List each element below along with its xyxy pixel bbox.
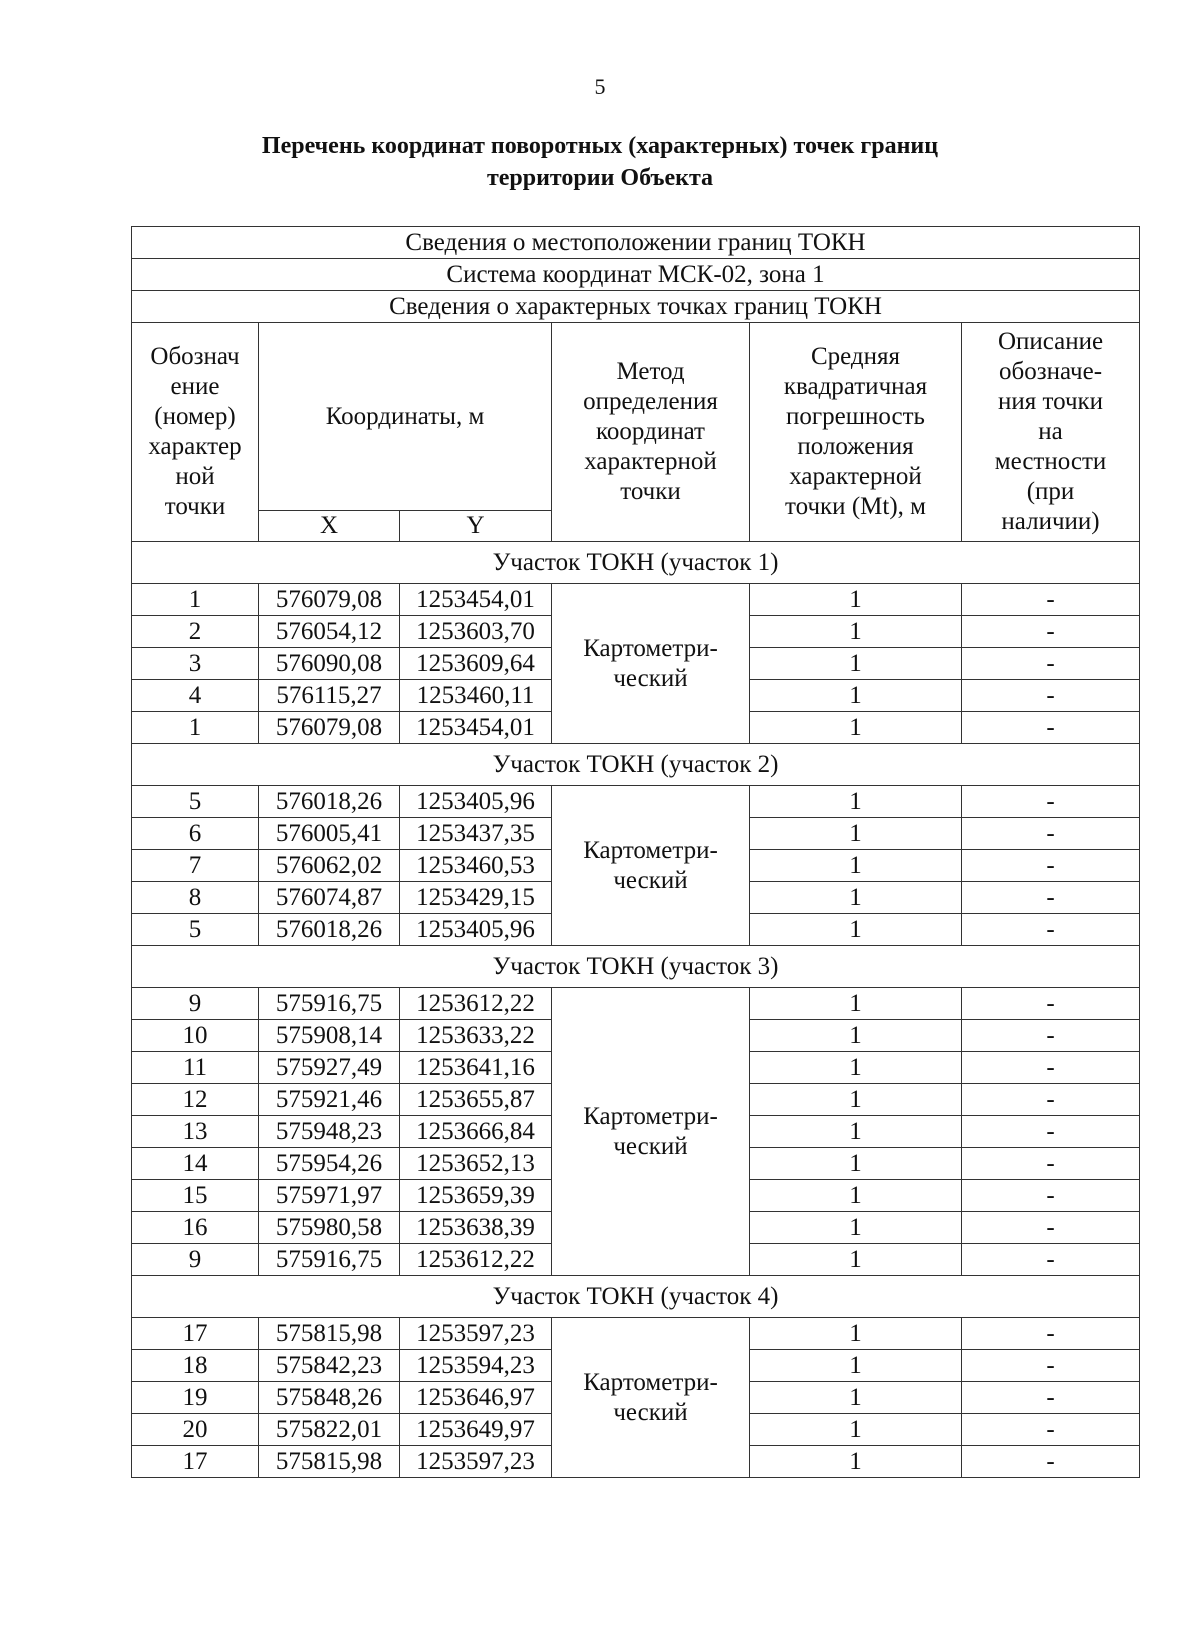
- cell-line: Средняя: [810, 343, 901, 370]
- point-number: 9: [132, 988, 259, 1020]
- cell-line: Картометри-: [583, 1102, 718, 1130]
- coordinate-x: 576115,27: [259, 680, 400, 712]
- cell-line: координат: [596, 418, 705, 445]
- coordinate-y: 1253405,96: [400, 786, 552, 818]
- cell-line: местности: [994, 448, 1107, 475]
- coordinate-y: 1253609,64: [400, 648, 552, 680]
- coordinate-x: 575948,23: [259, 1116, 400, 1148]
- point-description: -: [962, 616, 1140, 648]
- point-number: 5: [132, 786, 259, 818]
- cell-line: погрешность: [786, 403, 925, 430]
- coordinate-x: 575954,26: [259, 1148, 400, 1180]
- mean-square-error: 1: [750, 1318, 962, 1350]
- mean-square-error: 1: [750, 1084, 962, 1116]
- cell-line: наличии): [1001, 508, 1100, 535]
- cell-line: положения: [797, 433, 914, 460]
- coordinate-x: 576005,41: [259, 818, 400, 850]
- point-description: -: [962, 1116, 1140, 1148]
- coordinate-y: 1253666,84: [400, 1116, 552, 1148]
- coordinate-y: 1253594,23: [400, 1350, 552, 1382]
- cell-line: квадратичная: [783, 373, 928, 400]
- coordinate-y: 1253655,87: [400, 1084, 552, 1116]
- cell-line: характер: [148, 433, 242, 460]
- table-header-location: Сведения о местоположении границ ТОКН: [132, 227, 1140, 259]
- coordinate-y: 1253612,22: [400, 988, 552, 1020]
- coordinate-x: 575980,58: [259, 1212, 400, 1244]
- point-number: 18: [132, 1350, 259, 1382]
- cell-line: обозначе-: [998, 358, 1103, 385]
- coordinate-x: 576074,87: [259, 882, 400, 914]
- point-number: 14: [132, 1148, 259, 1180]
- method-cell: [552, 1318, 750, 1478]
- coordinate-x: 575842,23: [259, 1350, 400, 1382]
- mean-square-error: 1: [750, 712, 962, 744]
- cell-line: точки: [620, 478, 681, 505]
- point-number: 10: [132, 1020, 259, 1052]
- coordinate-x: 576018,26: [259, 786, 400, 818]
- coordinate-x: 576054,12: [259, 616, 400, 648]
- mean-square-error: 1: [750, 1052, 962, 1084]
- coordinate-x: 576018,26: [259, 914, 400, 946]
- mean-square-error: 1: [750, 1116, 962, 1148]
- point-number: 6: [132, 818, 259, 850]
- table-row: [132, 584, 1140, 616]
- point-number: 1: [132, 712, 259, 744]
- point-number: 2: [132, 616, 259, 648]
- coordinate-x: 576090,08: [259, 648, 400, 680]
- coordinate-y: 1253638,39: [400, 1212, 552, 1244]
- cell-line: Картометри-: [583, 1368, 718, 1396]
- mean-square-error: 1: [750, 1020, 962, 1052]
- point-description: -: [962, 1350, 1140, 1382]
- cell-line: ной: [175, 463, 215, 490]
- coordinate-y: 1253454,01: [400, 712, 552, 744]
- mean-square-error: 1: [750, 1350, 962, 1382]
- mean-square-error: 1: [750, 1414, 962, 1446]
- coordinate-y: 1253641,16: [400, 1052, 552, 1084]
- mean-square-error: 1: [750, 850, 962, 882]
- point-description: -: [962, 1244, 1140, 1276]
- point-description: -: [962, 712, 1140, 744]
- point-number: 9: [132, 1244, 259, 1276]
- cell-line: ния точки: [997, 388, 1104, 415]
- cell-line: Картометри-: [583, 836, 718, 864]
- mean-square-error: 1: [750, 1446, 962, 1478]
- cell-line: точки: [164, 493, 226, 520]
- coordinate-y: 1253405,96: [400, 914, 552, 946]
- point-description: -: [962, 850, 1140, 882]
- table-row: [132, 988, 1140, 1020]
- coordinate-x: 575822,01: [259, 1414, 400, 1446]
- point-number: 20: [132, 1414, 259, 1446]
- mean-square-error: 1: [750, 914, 962, 946]
- point-description: -: [962, 584, 1140, 616]
- cell-line: ческий: [613, 866, 688, 894]
- point-description: -: [962, 1020, 1140, 1052]
- mean-square-error: 1: [750, 616, 962, 648]
- point-description: -: [962, 1414, 1140, 1446]
- table-header-points: Сведения о характерных точках границ ТОКН: [132, 291, 1140, 323]
- method-cell: [552, 786, 750, 946]
- cell-line: характерной: [789, 463, 922, 490]
- cell-line: на: [1038, 418, 1063, 445]
- cell-line: ческий: [613, 664, 688, 692]
- document-title: [100, 130, 1100, 194]
- cell-line: Картометри-: [583, 634, 718, 662]
- point-number: 13: [132, 1116, 259, 1148]
- point-number: 15: [132, 1180, 259, 1212]
- coordinate-y: 1253649,97: [400, 1414, 552, 1446]
- column-header-method: [552, 323, 750, 542]
- coordinate-x: 575815,98: [259, 1318, 400, 1350]
- point-description: -: [962, 1212, 1140, 1244]
- cell-line: ческий: [613, 1132, 688, 1160]
- coordinate-x: 575916,75: [259, 988, 400, 1020]
- column-header-point: [132, 323, 259, 542]
- mean-square-error: 1: [750, 818, 962, 850]
- mean-square-error: 1: [750, 1180, 962, 1212]
- column-header-y: Y: [400, 511, 552, 542]
- coordinate-y: 1253633,22: [400, 1020, 552, 1052]
- point-description: -: [962, 1382, 1140, 1414]
- point-description: -: [962, 1180, 1140, 1212]
- coordinate-y: 1253460,53: [400, 850, 552, 882]
- coordinate-y: 1253597,23: [400, 1318, 552, 1350]
- cell-line: определения: [583, 388, 718, 415]
- cell-line: ческий: [613, 1398, 688, 1426]
- point-description: -: [962, 988, 1140, 1020]
- coordinate-x: 575815,98: [259, 1446, 400, 1478]
- mean-square-error: 1: [750, 1244, 962, 1276]
- cell-line: характерной: [584, 448, 717, 475]
- column-header-description: [962, 323, 1140, 542]
- coordinate-y: 1253460,11: [400, 680, 552, 712]
- mean-square-error: 1: [750, 786, 962, 818]
- coordinate-x: 575927,49: [259, 1052, 400, 1084]
- point-number: 12: [132, 1084, 259, 1116]
- coordinate-y: 1253646,97: [400, 1382, 552, 1414]
- cell-line: Обознач: [150, 343, 240, 370]
- mean-square-error: 1: [750, 1148, 962, 1180]
- column-header-error: [750, 323, 962, 542]
- method-cell: [552, 988, 750, 1276]
- point-description: -: [962, 1446, 1140, 1478]
- point-number: 17: [132, 1318, 259, 1350]
- coordinate-x: 575848,26: [259, 1382, 400, 1414]
- point-number: 7: [132, 850, 259, 882]
- cell-line: Описание: [997, 328, 1104, 355]
- section-title: Участок ТОКН (участок 2): [132, 744, 1140, 786]
- mean-square-error: 1: [750, 648, 962, 680]
- mean-square-error: 1: [750, 1382, 962, 1414]
- coordinate-y: 1253437,35: [400, 818, 552, 850]
- point-number: 17: [132, 1446, 259, 1478]
- document-title-line-2: территории Объекта: [486, 165, 714, 191]
- coordinate-x: 576079,08: [259, 584, 400, 616]
- mean-square-error: 1: [750, 584, 962, 616]
- point-description: -: [962, 818, 1140, 850]
- point-number: 3: [132, 648, 259, 680]
- point-description: -: [962, 648, 1140, 680]
- cell-line: Метод: [616, 358, 685, 385]
- table-row: [132, 1318, 1140, 1350]
- mean-square-error: 1: [750, 882, 962, 914]
- mean-square-error: 1: [750, 988, 962, 1020]
- coordinate-x: 576062,02: [259, 850, 400, 882]
- cell-line: точки (Mt), м: [785, 493, 926, 520]
- coordinate-x: 575916,75: [259, 1244, 400, 1276]
- coordinate-x: 575921,46: [259, 1084, 400, 1116]
- point-number: 8: [132, 882, 259, 914]
- table-row: [132, 786, 1140, 818]
- mean-square-error: 1: [750, 1212, 962, 1244]
- coordinate-x: 576079,08: [259, 712, 400, 744]
- section-title: Участок ТОКН (участок 3): [132, 946, 1140, 988]
- coordinate-y: 1253597,23: [400, 1446, 552, 1478]
- section-title: Участок ТОКН (участок 4): [132, 1276, 1140, 1318]
- point-number: 1: [132, 584, 259, 616]
- coordinate-x: 575908,14: [259, 1020, 400, 1052]
- point-description: -: [962, 680, 1140, 712]
- point-description: -: [962, 786, 1140, 818]
- column-header-x: X: [259, 511, 400, 542]
- coordinate-y: 1253429,15: [400, 882, 552, 914]
- coordinate-y: 1253652,13: [400, 1148, 552, 1180]
- coordinate-x: 575971,97: [259, 1180, 400, 1212]
- point-number: 4: [132, 680, 259, 712]
- column-header-coordinates: Координаты, м: [259, 323, 552, 511]
- cell-line: (номер): [154, 403, 236, 430]
- page-number: 5: [594, 74, 606, 99]
- point-description: -: [962, 882, 1140, 914]
- cell-line: ение: [170, 373, 220, 400]
- coordinate-y: 1253603,70: [400, 616, 552, 648]
- method-cell: [552, 584, 750, 744]
- coordinate-y: 1253659,39: [400, 1180, 552, 1212]
- coordinate-y: 1253454,01: [400, 584, 552, 616]
- coordinates-table: [131, 226, 1140, 1478]
- section-title: Участок ТОКН (участок 1): [132, 542, 1140, 584]
- table-header-coordinate-system: Система координат МСК-02, зона 1: [132, 259, 1140, 291]
- point-description: -: [962, 1052, 1140, 1084]
- mean-square-error: 1: [750, 680, 962, 712]
- point-number: 16: [132, 1212, 259, 1244]
- point-number: 5: [132, 914, 259, 946]
- coordinate-y: 1253612,22: [400, 1244, 552, 1276]
- point-description: -: [962, 1318, 1140, 1350]
- point-number: 19: [132, 1382, 259, 1414]
- point-number: 11: [132, 1052, 259, 1084]
- point-description: -: [962, 1084, 1140, 1116]
- document-title-line-1: Перечень координат поворотных (характерных) точек границ: [261, 133, 939, 159]
- point-description: -: [962, 914, 1140, 946]
- point-description: -: [962, 1148, 1140, 1180]
- cell-line: (при: [1026, 478, 1075, 505]
